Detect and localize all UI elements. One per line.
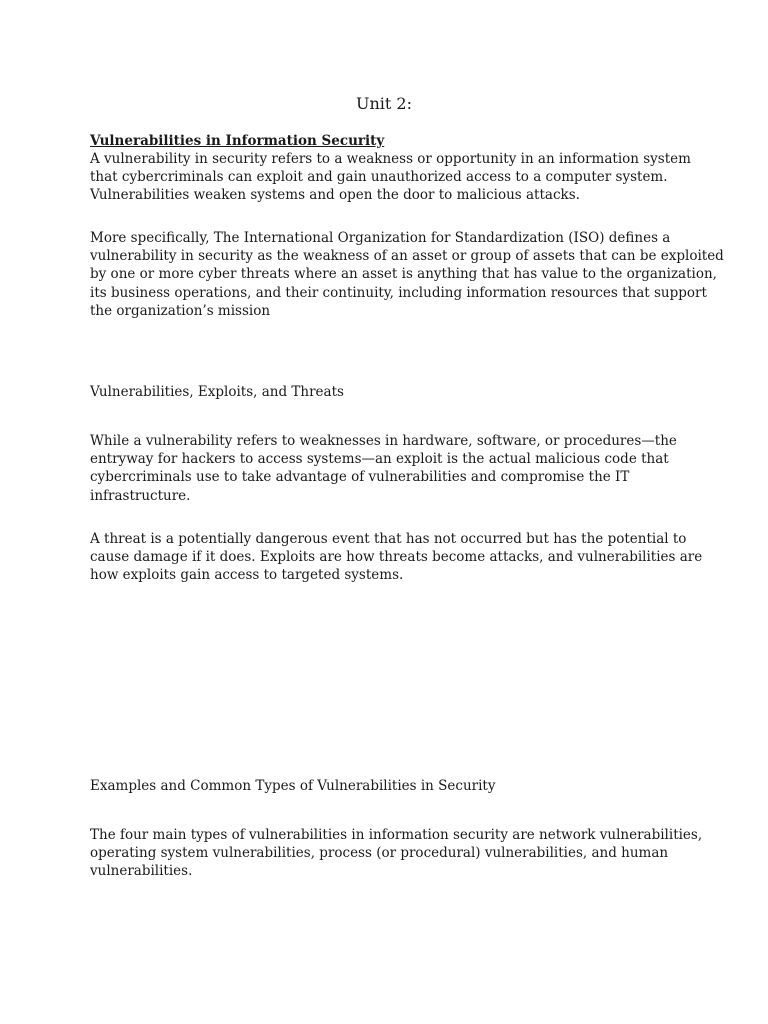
exploit-paragraph	[90, 432, 690, 505]
paragraph-line: While a vulnerability refers to weaknesses in hardware, software, or procedures—the	[90, 433, 677, 449]
paragraph-line: A vulnerability in security refers to a weakness or opportunity in an information system	[90, 151, 691, 167]
paragraph-line: infrastructure.	[90, 487, 191, 504]
types-paragraph	[90, 826, 703, 881]
subheading-examples-types: Examples and Common Types of Vulnerabilities in Security	[90, 778, 496, 794]
paragraph-line: A threat is a potentially dangerous event that has not occurred but has the potential to	[90, 531, 687, 547]
section-heading: Vulnerabilities in Information Security	[90, 133, 385, 149]
paragraph-line: cause damage if it does. Exploits are how threats become attacks, and vulnerabilities are	[90, 549, 703, 566]
paragraph-line: Vulnerabilities weaken systems and open the door to malicious attacks.	[90, 187, 580, 204]
paragraph-line: by one or more cyber threats where an asset is anything that has value to the organization,	[90, 266, 717, 283]
paragraph-line: vulnerabilities.	[90, 863, 193, 880]
iso-paragraph	[90, 229, 724, 320]
paragraph-line: cybercriminals use to take advantage of vulnerabilities and compromise the IT	[90, 469, 630, 486]
paragraph-line: that cybercriminals can exploit and gain unauthorized access to a computer system.	[90, 169, 668, 186]
paragraph-line: More specifically, The International Organization for Standardization (ISO) defines a	[90, 230, 671, 246]
paragraph-line: operating system vulnerabilities, process (or procedural) vulnerabilities, and human	[90, 845, 669, 862]
paragraph-line: the organization’s mission	[90, 302, 271, 319]
paragraph-line: its business operations, and their continuity, including information resources that support	[90, 284, 707, 301]
intro-paragraph	[90, 150, 690, 205]
paragraph-line: how exploits gain access to targeted systems.	[90, 567, 404, 584]
paragraph-line: vulnerability in security as the weakness of an asset or group of assets that can be exploited	[90, 248, 724, 265]
unit-title: Unit 2:	[356, 94, 412, 113]
threat-paragraph	[90, 530, 703, 585]
subheading-exploits-threats: Vulnerabilities, Exploits, and Threats	[90, 384, 344, 400]
paragraph-line: The four main types of vulnerabilities in information security are network vulnerabilities,	[90, 827, 703, 843]
paragraph-line: entryway for hackers to access systems—an exploit is the actual malicious code that	[90, 451, 669, 468]
